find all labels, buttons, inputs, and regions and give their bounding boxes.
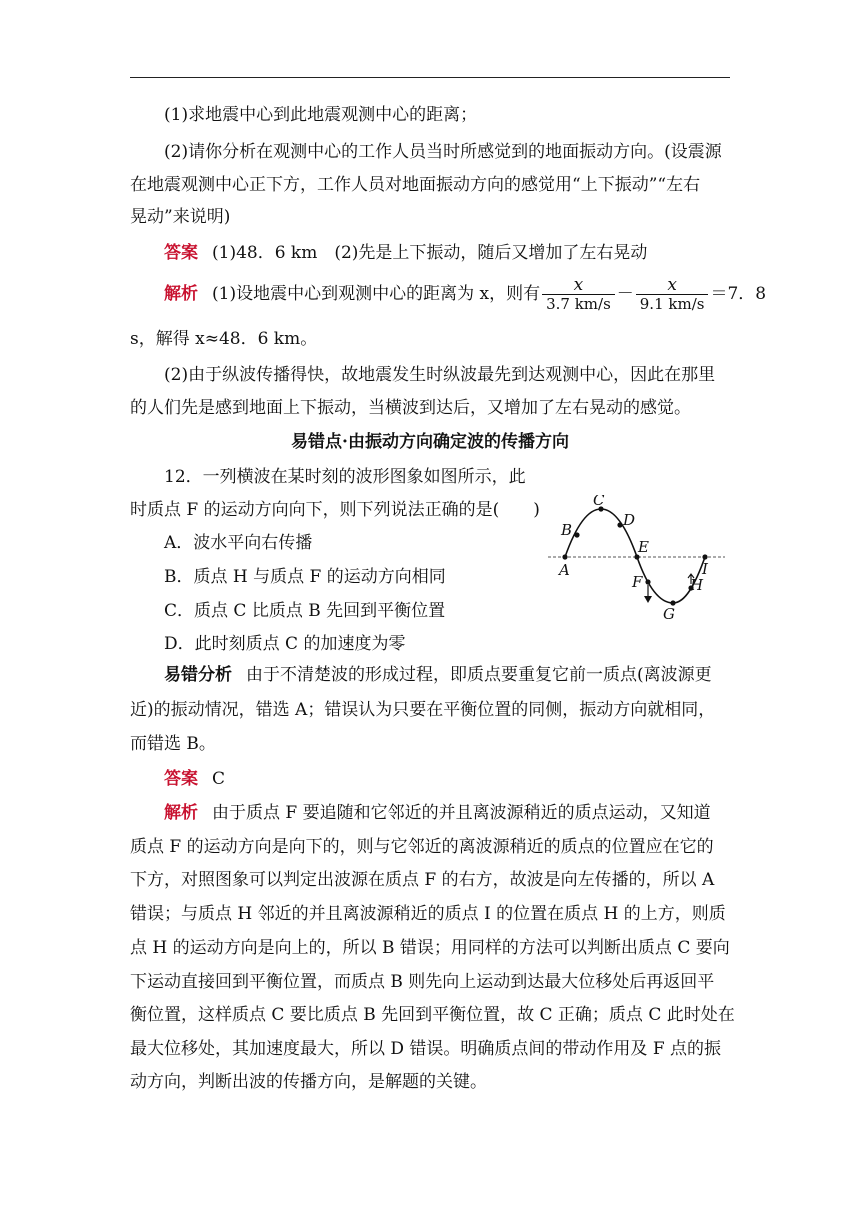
q12-analysis-line7: 衡位置，这样质点 C 要比质点 B 先回到平衡位置，故 C 正确；质点 C 此时处在	[130, 1005, 735, 1025]
q12-error-line2: 近)的振动情况，错选 A；错误认为只要在平衡位置的同侧，振动方向就相同，	[130, 700, 716, 720]
q12-analysis-line4: 错误；与质点 H 邻近的并且离波源稍近的质点 I 的位置在质点 H 的上方，则质	[130, 904, 726, 924]
q11-part2-line3: 晃动”来说明)	[130, 207, 231, 227]
q11-part2-line2: 在地震观测中心正下方，工作人员对地面振动方向的感觉用“上下振动”“左右	[130, 175, 701, 195]
analysis-text: 由于质点 F 要追随和它邻近的并且离波源稍近的质点运动，又知道	[212, 803, 711, 823]
fraction-2	[636, 276, 709, 313]
analysis-text: (1)设地震中心到观测中心的距离为 x，则有	[212, 284, 541, 304]
q12-option-d: D．此时刻质点 C 的加速度为零	[164, 634, 406, 654]
minus-sign: －	[616, 284, 634, 304]
q12-option-c: C．质点 C 比质点 B 先回到平衡位置	[164, 601, 446, 621]
q12-error-line3: 而错选 B。	[130, 734, 216, 754]
q12-stem-line2: 时质点 F 的运动方向向下，则下列说法正确的是( )	[130, 500, 540, 520]
q12-analysis-line5: 点 H 的运动方向是向上的，所以 B 错误；用同样的方法可以判断出质点 C 要向	[130, 938, 730, 958]
analysis-label: 解析	[164, 284, 198, 304]
q12-analysis-line2: 质点 F 的运动方向是向下的，则与它邻近的离波源稍近的质点的位置应在它的	[130, 837, 714, 857]
q12-option-a: A．波水平向右传播	[164, 533, 313, 553]
q12-analysis-line3: 下方，对照图象可以判定出波源在质点 F 的右方，故波是向左传播的，所以 A	[130, 870, 715, 890]
section-title: 易错点·由振动方向确定波的传播方向	[291, 432, 569, 452]
q11-analysis-line2: s，解得 x≈48．6 km。	[130, 329, 318, 349]
q12-analysis-line9: 动方向，判断出波的传播方向，是解题的关键。	[130, 1072, 487, 1092]
q11-analysis-2b: 的人们先是感到地面上下振动，当横波到达后，又增加了左右晃动的感觉。	[130, 398, 691, 418]
fraction-2-numerator: x	[636, 276, 709, 295]
point-d	[617, 522, 622, 527]
label-h: H	[690, 576, 704, 594]
q12-option-b: B．质点 H 与质点 F 的运动方向相同	[164, 567, 446, 587]
q12-analysis-line6: 下运动直接回到平衡位置，而质点 B 则先向上运动到达最大位移处后再返回平	[130, 972, 715, 992]
q12-analysis-line1	[164, 801, 730, 825]
q11-analysis-2a: (2)由于纵波传播得快，故地震发生时纵波最先到达观测中心，因此在那里	[164, 365, 716, 385]
answer-text: C	[212, 769, 226, 789]
label-e: E	[638, 538, 649, 556]
error-label: 易错分析	[164, 665, 232, 685]
f-arrow-head-icon	[644, 596, 652, 603]
label-i: I	[702, 560, 708, 578]
wave-figure	[545, 495, 730, 625]
fraction-1	[542, 276, 615, 313]
answer-text: (1)48．6 km (2)先是上下振动，随后又增加了左右晃动	[212, 243, 648, 263]
label-d: D	[623, 511, 636, 529]
fraction-2-denominator: 9.1 km/s	[639, 295, 705, 313]
fraction-1-denominator: 3.7 km/s	[546, 295, 611, 313]
q11-part2-line1: (2)请你分析在观测中心的工作人员当时所感觉到的地面振动方向。(设震源	[164, 142, 722, 162]
label-g: G	[663, 605, 675, 623]
answer-label: 答案	[164, 769, 198, 789]
point-f	[645, 579, 650, 584]
analysis-result: ＝7．8	[710, 284, 767, 304]
error-text: 由于不清楚波的形成过程，即质点要重复它前一质点(离波源更	[246, 665, 712, 685]
fraction-1-numerator: x	[542, 276, 615, 295]
answer-label: 答案	[164, 243, 198, 263]
label-a: A	[559, 561, 570, 579]
q12-answer	[164, 767, 730, 791]
q12-analysis-line8: 最大位移处，其加速度最大，所以 D 错误。明确质点间的带动作用及 F 点的振	[130, 1039, 722, 1059]
header-rule	[130, 77, 730, 78]
point-i	[702, 554, 707, 559]
q11-part1: (1)求地震中心到此地震观测中心的距离；	[164, 105, 478, 125]
label-b: B	[561, 521, 573, 539]
point-b	[574, 532, 579, 537]
label-c: C	[593, 495, 605, 509]
q11-answer	[164, 241, 730, 265]
point-a	[562, 554, 567, 559]
q12-stem-line1: 12．一列横波在某时刻的波形图象如图所示，此	[164, 467, 526, 487]
q11-analysis-line1	[164, 275, 767, 313]
analysis-label: 解析	[164, 803, 198, 823]
q12-error-line1	[164, 663, 730, 687]
label-f: F	[632, 573, 643, 591]
